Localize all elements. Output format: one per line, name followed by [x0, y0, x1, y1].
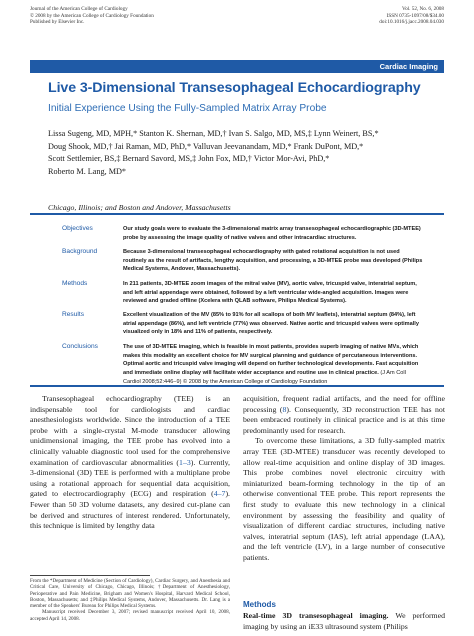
copyright-line: © 2008 by the American College of Cardiology Foundation — [30, 12, 154, 19]
footnote-affiliations: From the *Department of Medicine (Section of Cardiology), Cardiac Surgery, and Anesthesia and Critical Care, University of Chicago, Chicago, Illinois; †Department of Anesthesiology, Perioperative and Pain Medicine, Brigham and Women's Hospital, Harvard Medical School, Boston, Massachusetts; and ‡Philips Medical Systems, Andover, Massachusetts. Dr. Lang is a member of the Speakers' Bureau for Philips Medical Systems. — [30, 578, 230, 610]
article-subtitle: Initial Experience Using the Fully-Sampled Matrix Array Probe — [48, 103, 327, 114]
footnote — [30, 578, 230, 622]
abstract-label: Objectives — [62, 225, 93, 232]
author-line: Lissa Sugeng, MD, MPH,* Stanton K. Shernan, MD,† Ivan S. Salgo, MD, MS,‡ Lynn Weinert, BS,* — [48, 129, 379, 138]
body-text: ). Consequently, 3D reconstruction TEE has not been embraced routinely in clinical practice and is at this time predominantly used for research. — [243, 404, 445, 435]
volume-line: Vol. 52, No. 6, 2008 — [402, 6, 444, 12]
abstract-label: Background — [62, 248, 98, 255]
reference-link[interactable]: 8 — [282, 404, 287, 414]
methods-heading: Methods — [243, 600, 276, 609]
abstract-text: Excellent visualization of the MV (85% to 91% for all scallops of both MV leaflets), interatrial septum (84%), left atrial appendage (86%), and left ventricle (77%) was observed. Native aortic and tricuspid valves were optimally visualized only in 18% and 11% of patients, respectively. — [123, 312, 419, 336]
body-text: acquisition, frequent radial artifacts, and the need for offline processing ( — [243, 394, 445, 414]
affiliation-line: Chicago, Illinois; and Boston and Andover, Massachusetts — [48, 203, 231, 212]
abstract-row-conclusions — [30, 343, 444, 387]
author-line: Roberto M. Lang, MD* — [48, 166, 127, 176]
author-line: Scott Settlemier, BS,‡ Bernard Savord, MS,‡ John Fox, MD,† Victor Mor-Avi, PhD,* — [48, 154, 330, 163]
intro-paragraph — [30, 394, 230, 532]
body-paragraph: To overcome these limitations, a 3D fully-sampled matrix array TEE (3D-MTEE) transducer was recently developed to allow real-time acquisition and online display of 3D images. This probe combines novel electronic circuitry with miniaturized beam-forming technology in the tip of an otherwise conventional TEE probe. This report represents the first study to evaluate this new technology in a clinical environment by assessing the feasibility and quality of visualization of different cardiac structures, including native valves, interatrial septum (IAS), left atrial appendage (LAA), and the left ventricle (LV), in a large number of consecutive patients. — [243, 436, 445, 562]
abstract-text: In 211 patients, 3D-MTEE zoom images of the mitral valve (MV), aortic valve, tricuspid valve, interatrial septum, and left atrial appendage were obtained, followed by a left ventricular wide-angled acquisition. Images were reviewed and graded offline (Xcelera with QLAB software, Philips Medical Systems). — [123, 281, 417, 305]
journal-header-left — [30, 6, 154, 26]
methods-lead: Real-time 3D transesophageal imaging. — [243, 611, 389, 620]
abstract-label: Conclusions — [62, 343, 98, 350]
abstract-row-methods — [30, 280, 444, 306]
intro-text: ). Currently, 3-dimensional (3D) TEE is performed with a multiplane probe using a rotational approach for sequential data acquisition, gated to electrocardiography (ECG) and respiration ( — [30, 457, 230, 499]
publisher-line: Published by Elsevier Inc. — [30, 19, 85, 26]
abstract-text — [123, 343, 444, 387]
section-banner: Cardiac Imaging — [30, 60, 444, 73]
abstract-label: Results — [62, 311, 84, 318]
abstract-text: Our study goals were to evaluate the 3-dimensional matrix array transesophageal echocardiographic (3D-MTEE) probe by assessing the image quality of native valves and other intracardiac structures. — [123, 226, 421, 241]
journal-header-right — [379, 6, 444, 26]
doi-line: doi:10.1016/j.jacc.2008.04.030 — [379, 19, 444, 26]
abstract-text: Because 3-dimensional transesophageal echocardiography with gated rotational acquisition is not used routinely as the result of artifacts, lengthy acquisition, and processing, a 3D-MTEE probe was developed (Philips Medical Systems, Andover, Massachusetts). — [123, 249, 423, 273]
continued-paragraph — [243, 394, 445, 436]
journal-name: Journal of the American College of Cardiology — [30, 6, 128, 12]
issn-line: ISSN 0735-1097/08/$34.00 — [386, 12, 444, 19]
reference-link[interactable]: 1–3 — [179, 457, 191, 467]
methods-text: We performed imaging by using an iE33 ultrasound system (Philips — [243, 611, 445, 631]
structured-abstract — [30, 213, 444, 387]
body-column-right — [243, 394, 445, 564]
reference-link[interactable]: 4–7 — [213, 489, 226, 499]
abstract-row-results — [30, 311, 444, 337]
abstract-label: Methods — [62, 280, 88, 287]
conclusions-text: The use of 3D-MTEE imaging, which is feasible in most patients, provides superb imaging of native MVs, which makes this modality an excellent choice for MV surgical planning and guidance of percutaneous interventions. Optimal aortic and tricuspid valve imaging will depend on further technological developments. Fast acquisition and immediate online display will facilitate wider acceptance and routine use in clinical practice. — [123, 344, 419, 377]
footnote-divider — [30, 575, 150, 576]
footnote-dates: Manuscript received December 3, 2007; revised manuscript received April 10, 2008, accepted April 14, 2008. — [30, 609, 230, 622]
article-title: Live 3-Dimensional Transesophageal Echocardiography — [48, 80, 421, 96]
abstract-row-objectives — [30, 225, 444, 242]
intro-text: Transesophageal echocardiography (TEE) is an indispensable tool for cardiologists and cardiac anesthesiologists worldwide. Since the introduction of a TEE probe with a single-crystal M-mode transducer allowing unidimensional imaging, the TEE probe has evolved into a clinically valuable diagnostic tool used for the comprehensive examination of cardiovascular abnormalities ( — [30, 394, 230, 467]
methods-paragraph — [243, 611, 445, 632]
citation-text: (J Am Coll Cardiol 2008;52:446–9) © 2008 by the American College of Cardiology Foundation — [123, 370, 406, 385]
body-column-left — [30, 394, 230, 532]
intro-text: ). Fewer than 50 3D volume datasets, any desired cut-plane can be derived and structures of interest rendered. Unfortunately, this technique is limited by lengthy data — [30, 489, 230, 531]
abstract-row-background — [30, 248, 444, 274]
author-list — [48, 128, 448, 178]
author-line: Doug Shook, MD,† Jai Raman, MD, PhD,* Valluvan Jeevanandam, MD,* Frank DuPont, MD,* — [48, 141, 364, 151]
